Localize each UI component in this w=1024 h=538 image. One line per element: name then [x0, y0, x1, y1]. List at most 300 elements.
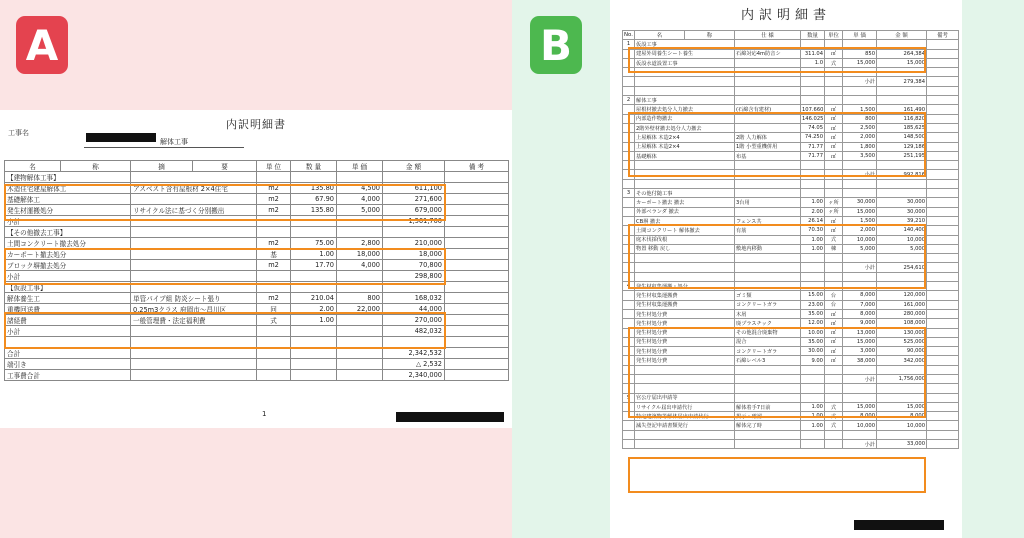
unit-cell: ㎡	[825, 226, 843, 235]
item-name-cell: 重機回送費	[5, 304, 131, 315]
unit-cell	[825, 440, 843, 449]
amount-cell: 116,820	[877, 114, 927, 123]
amount-cell: 90,000	[877, 347, 927, 356]
unit-price-cell: 18,000	[337, 249, 383, 260]
unit-cell: m2	[257, 194, 291, 205]
unit-cell: ㎡	[825, 133, 843, 142]
spec-cell	[131, 249, 257, 260]
unit-cell	[825, 68, 843, 77]
number-cell	[623, 114, 635, 123]
spec-cell: 解体完了時	[735, 421, 801, 430]
remarks-cell	[927, 319, 959, 328]
table-row	[623, 263, 959, 272]
unit-cell	[825, 179, 843, 188]
document-b	[610, 0, 962, 538]
spec-cell	[131, 282, 257, 293]
number-cell	[623, 300, 635, 309]
unit-price-cell: 1,500	[843, 105, 877, 114]
doc-b-header-row	[623, 31, 959, 40]
remarks-cell	[927, 86, 959, 95]
amount-cell: 15,000	[877, 402, 927, 411]
spec-cell: 有筋	[735, 226, 801, 235]
amount-cell	[877, 254, 927, 263]
table-row	[5, 315, 509, 326]
item-name-cell: 発生材処分費	[635, 356, 735, 365]
item-name-cell	[635, 254, 735, 263]
unit-price-cell: 8,000	[843, 291, 877, 300]
remarks-cell	[445, 326, 509, 337]
table-row	[623, 254, 959, 263]
header-cell: 名	[635, 31, 685, 40]
remarks-cell	[927, 151, 959, 160]
table-row	[623, 300, 959, 309]
unit-price-cell	[843, 365, 877, 374]
quantity-cell	[801, 282, 825, 291]
number-cell	[623, 151, 635, 160]
item-name-cell: 小計	[5, 326, 131, 337]
number-cell	[623, 309, 635, 318]
spec-cell: 布基	[735, 151, 801, 160]
amount-cell: 15,000	[877, 58, 927, 67]
unit-cell	[257, 326, 291, 337]
quantity-cell: 30.00	[801, 347, 825, 356]
amount-cell: 298,800	[383, 271, 445, 282]
amount-cell: 279,384	[877, 77, 927, 86]
quantity-cell	[801, 179, 825, 188]
doc-a-page-number: 1	[262, 410, 267, 418]
table-row	[623, 86, 959, 95]
header-cell: 単 価	[337, 161, 383, 172]
unit-cell	[257, 347, 291, 358]
number-cell	[623, 86, 635, 95]
item-name-cell	[635, 430, 735, 439]
number-cell	[623, 133, 635, 142]
item-name-cell: 基礎解体工	[5, 194, 131, 205]
amount-cell	[383, 282, 445, 293]
unit-cell	[825, 282, 843, 291]
remarks-cell	[927, 291, 959, 300]
quantity-cell	[801, 263, 825, 272]
header-cell: No.	[624, 32, 633, 39]
number-cell	[623, 272, 635, 281]
quantity-cell: 9.00	[801, 356, 825, 365]
amount-cell: 10,000	[877, 421, 927, 430]
number-cell	[623, 384, 635, 393]
table-row	[623, 235, 959, 244]
unit-price-cell	[337, 216, 383, 227]
table-row	[623, 440, 959, 449]
spec-cell: 廃プラスチック	[735, 319, 801, 328]
number-cell	[623, 226, 635, 235]
amount-cell: 130,000	[877, 328, 927, 337]
number-cell	[623, 198, 635, 207]
header-cell: 数 量	[291, 161, 337, 172]
quantity-cell: 210.04	[291, 293, 337, 304]
table-row	[623, 421, 959, 430]
spec-cell: 一般管理費・法定福利費	[131, 315, 257, 326]
remarks-cell	[927, 282, 959, 291]
number-cell	[623, 356, 635, 365]
unit-price-cell	[337, 271, 383, 282]
unit-price-cell: 15,000	[843, 402, 877, 411]
amount-cell	[877, 282, 927, 291]
amount-cell	[877, 40, 927, 49]
item-name-cell	[5, 337, 131, 348]
table-row	[623, 347, 959, 356]
remarks-cell	[927, 309, 959, 318]
table-row	[623, 40, 959, 49]
spec-cell: 解体着手7日前	[735, 402, 801, 411]
spec-cell: 1階 小型重機併用	[735, 142, 801, 151]
remarks-cell	[927, 123, 959, 132]
unit-cell: 式	[257, 315, 291, 326]
unit-cell: ㎡	[825, 142, 843, 151]
amount-cell	[877, 430, 927, 439]
spec-cell	[131, 326, 257, 337]
quantity-cell	[801, 68, 825, 77]
quantity-cell	[801, 161, 825, 170]
number-cell	[623, 328, 635, 337]
unit-price-cell	[337, 227, 383, 238]
table-row	[623, 319, 959, 328]
header-cell: 単位	[825, 31, 843, 40]
quantity-cell: 12.00	[801, 319, 825, 328]
spec-cell	[131, 260, 257, 271]
spec-cell	[735, 161, 801, 170]
item-name-cell: 滅失登記申請書類発行	[635, 421, 735, 430]
spec-cell: 0.25m3クラス 府岡市～昌川区	[131, 304, 257, 315]
table-row	[623, 105, 959, 114]
item-name-cell: 小計	[5, 216, 131, 227]
header-cell: 単 位	[257, 161, 291, 172]
remarks-cell	[445, 337, 509, 348]
quantity-cell	[801, 272, 825, 281]
item-name-cell: 工事費合計	[5, 369, 131, 380]
number-cell	[623, 235, 635, 244]
remarks-cell	[927, 365, 959, 374]
item-name-cell	[635, 384, 735, 393]
spec-cell: 石綿レベル3	[735, 356, 801, 365]
number-cell	[623, 216, 635, 225]
item-name-cell: 発生材収集運搬費	[635, 291, 735, 300]
table-row	[623, 216, 959, 225]
doc-a-title: 内訳明細書	[226, 118, 286, 131]
quantity-cell	[291, 172, 337, 183]
amount-cell: 992,816	[877, 170, 927, 179]
table-row	[5, 326, 509, 337]
unit-price-cell: 7,000	[843, 300, 877, 309]
number-cell: 4	[623, 282, 635, 291]
unit-price-cell	[843, 430, 877, 439]
quantity-cell	[801, 77, 825, 86]
spec-cell	[131, 238, 257, 249]
redaction-bar	[86, 133, 156, 142]
spec-cell	[735, 374, 801, 383]
number-cell	[623, 142, 635, 151]
amount-cell: 679,000	[383, 205, 445, 216]
table-row	[5, 205, 509, 216]
unit-price-cell: 8,000	[843, 412, 877, 421]
item-name-cell	[635, 374, 735, 383]
quantity-cell	[291, 358, 337, 369]
spec-cell	[735, 365, 801, 374]
item-name-cell: 解体養生工	[5, 293, 131, 304]
unit-cell	[257, 227, 291, 238]
unit-cell: ㎡	[825, 216, 843, 225]
item-name-cell: 特定建築物等解体届出申請代行	[635, 412, 735, 421]
table-row	[5, 183, 509, 194]
item-name-cell: 諸経費	[5, 315, 131, 326]
quantity-cell	[801, 254, 825, 263]
spec-cell	[735, 235, 801, 244]
remarks-cell	[927, 58, 959, 67]
unit-price-cell: 4,500	[337, 183, 383, 194]
unit-price-cell: 1,500	[843, 216, 877, 225]
remarks-cell	[927, 142, 959, 151]
amount-cell: 161,490	[877, 105, 927, 114]
amount-cell: 129,186	[877, 142, 927, 151]
table-row	[623, 49, 959, 58]
unit-cell	[257, 271, 291, 282]
number-cell	[623, 347, 635, 356]
table-row	[5, 227, 509, 238]
unit-price-cell: 850	[843, 49, 877, 58]
quantity-cell: 1.00	[801, 244, 825, 253]
spec-cell	[735, 114, 801, 123]
amount-cell: 33,000	[877, 440, 927, 449]
remarks-cell	[927, 207, 959, 216]
item-name-cell: 内部造作物撤去	[635, 114, 735, 123]
remarks-cell	[927, 300, 959, 309]
quantity-cell: 146.025	[802, 115, 824, 122]
table-row	[623, 77, 959, 86]
spec-cell: 単管パイプ組 防炎シート張り	[131, 293, 257, 304]
remarks-cell	[927, 328, 959, 337]
remarks-cell	[927, 244, 959, 253]
unit-price-cell: 2,000	[843, 133, 877, 142]
unit-price-cell: 8,000	[843, 309, 877, 318]
amount-cell: 2,342,532	[383, 347, 445, 358]
quantity-cell: 71.77	[801, 151, 825, 160]
unit-cell: ㎥	[825, 347, 843, 356]
unit-cell: ヶ所	[825, 198, 843, 207]
amount-cell: 161,000	[877, 300, 927, 309]
header-cell: 摘	[131, 161, 193, 172]
header-cell: 称	[61, 161, 131, 172]
amount-cell: 10,000	[877, 235, 927, 244]
unit-cell: ㎡	[825, 105, 843, 114]
quantity-cell: 74.250	[801, 133, 825, 142]
quantity-cell	[801, 393, 825, 402]
amount-cell: 44,000	[383, 304, 445, 315]
item-name-cell: 発生材処分費	[635, 347, 735, 356]
unit-cell: 式	[825, 412, 843, 421]
remarks-cell	[927, 198, 959, 207]
spec-cell	[735, 170, 801, 179]
table-row	[623, 384, 959, 393]
remarks-cell	[445, 271, 509, 282]
amount-cell: 18,000	[383, 249, 445, 260]
item-name-cell: 合計	[5, 347, 131, 358]
unit-price-cell: 3,000	[843, 347, 877, 356]
unit-price-cell: 15,000	[843, 58, 877, 67]
unit-cell	[257, 369, 291, 380]
item-name-cell: 発生材処分費	[635, 337, 735, 346]
remarks-cell	[927, 216, 959, 225]
header-cell: 備考	[927, 31, 959, 40]
quantity-cell: 1.00	[801, 402, 825, 411]
remarks-cell	[445, 172, 509, 183]
number-cell: 5	[623, 393, 635, 402]
amount-cell: 120,000	[877, 291, 927, 300]
remarks-cell	[927, 440, 959, 449]
unit-price-cell: 3,500	[843, 151, 877, 160]
table-row	[623, 207, 959, 216]
amount-cell	[877, 86, 927, 95]
remarks-cell	[445, 205, 509, 216]
unit-cell: 基	[257, 249, 291, 260]
number-cell	[623, 319, 635, 328]
quantity-cell: 135.80	[291, 183, 337, 194]
remarks-cell	[927, 356, 959, 365]
remarks-cell	[927, 263, 959, 272]
item-name-cell: 物置 移動 戻し	[635, 244, 735, 253]
unit-price-cell	[843, 282, 877, 291]
remarks-cell	[445, 293, 509, 304]
table-row	[623, 179, 959, 188]
table-row	[5, 347, 509, 358]
spec-cell: ゴミ類	[735, 291, 801, 300]
unit-price-cell	[337, 337, 383, 348]
remarks-cell	[445, 227, 509, 238]
doc-b-title: 内訳明細書	[740, 8, 831, 23]
amount-cell	[877, 393, 927, 402]
unit-cell	[825, 430, 843, 439]
item-name-cell: 発生材収集運搬費	[635, 300, 735, 309]
table-row	[623, 291, 959, 300]
unit-cell: 台	[825, 300, 843, 309]
number-cell	[623, 207, 635, 216]
unit-price-cell	[337, 326, 383, 337]
amount-cell	[877, 272, 927, 281]
table-row	[623, 151, 959, 160]
unit-price-cell: 2,800	[337, 238, 383, 249]
quantity-cell	[801, 430, 825, 439]
unit-cell	[825, 263, 843, 272]
item-name-cell: 発生材処分費	[635, 319, 735, 328]
number-cell: 3	[623, 189, 635, 198]
remarks-cell	[927, 96, 959, 105]
number-cell	[623, 291, 635, 300]
unit-price-cell	[843, 96, 877, 105]
item-name-cell: 外部ベランダ 撤去	[635, 207, 735, 216]
number-cell	[623, 170, 635, 179]
quantity-cell: 10.00	[801, 328, 825, 337]
quantity-cell	[801, 384, 825, 393]
quantity-cell	[291, 369, 337, 380]
remarks-cell	[927, 179, 959, 188]
unit-cell	[825, 384, 843, 393]
amount-cell: 185,625	[877, 123, 927, 132]
item-name-cell: 発生材収集運搬・処分	[635, 282, 735, 291]
table-row	[623, 282, 959, 291]
remarks-cell	[927, 337, 959, 346]
number-cell	[623, 421, 635, 430]
unit-price-cell: 38,000	[843, 356, 877, 365]
number-cell	[623, 365, 635, 374]
amount-cell: 140,400	[877, 226, 927, 235]
unit-price-cell	[337, 369, 383, 380]
number-cell	[623, 77, 635, 86]
unit-cell	[825, 77, 843, 86]
item-name-cell: 建屋外周養生シート養生	[635, 49, 735, 58]
item-name-cell: 発生材処分費	[635, 328, 735, 337]
redaction-bar	[854, 520, 944, 530]
quantity-cell: 1.00	[801, 412, 825, 421]
remarks-cell	[927, 402, 959, 411]
unit-price-cell	[843, 161, 877, 170]
quantity-cell: 71.77	[801, 142, 825, 151]
spec-cell	[735, 440, 801, 449]
item-name-cell: 発生材運搬処分	[5, 205, 131, 216]
table-row	[623, 272, 959, 281]
table-row	[5, 260, 509, 271]
quantity-cell: 35.00	[801, 337, 825, 346]
amount-cell: 342,000	[877, 356, 927, 365]
table-row	[623, 365, 959, 374]
remarks-cell	[445, 369, 509, 380]
amount-cell: 264,384	[877, 49, 927, 58]
unit-price-cell: 5,000	[337, 205, 383, 216]
unit-price-cell: 15,000	[843, 337, 877, 346]
unit-price-cell: 10,000	[843, 421, 877, 430]
remarks-cell	[927, 254, 959, 263]
remarks-cell	[445, 216, 509, 227]
number-cell	[623, 105, 635, 114]
spec-cell	[131, 271, 257, 282]
table-row	[623, 393, 959, 402]
unit-price-cell: 小計	[843, 374, 877, 383]
unit-cell: m2	[257, 183, 291, 194]
remarks-cell	[445, 183, 509, 194]
item-name-cell	[635, 77, 735, 86]
item-name-cell: 屋根材撤去処分人力撤去	[635, 105, 735, 114]
spec-cell	[131, 347, 257, 358]
item-name-cell: 仮設工事	[635, 40, 735, 49]
table-row	[623, 226, 959, 235]
table-row	[623, 374, 959, 383]
quantity-cell: 2.00	[801, 207, 825, 216]
header-cell: 仕 様	[735, 31, 801, 40]
unit-price-cell: 4,000	[337, 260, 383, 271]
amount-cell: 108,000	[877, 319, 927, 328]
item-name-cell	[635, 440, 735, 449]
remarks-cell	[927, 40, 959, 49]
spec-cell	[735, 58, 801, 67]
table-row	[5, 271, 509, 282]
remarks-cell	[927, 384, 959, 393]
unit-cell	[825, 393, 843, 402]
quantity-cell: 26.14	[801, 216, 825, 225]
unit-cell	[825, 170, 843, 179]
item-name-cell: 発生材処分費	[635, 309, 735, 318]
number-cell	[623, 254, 635, 263]
quantity-cell	[291, 337, 337, 348]
remarks-cell	[927, 114, 959, 123]
amount-cell: 2,340,000	[383, 369, 445, 380]
number-cell	[623, 161, 635, 170]
table-row	[623, 337, 959, 346]
